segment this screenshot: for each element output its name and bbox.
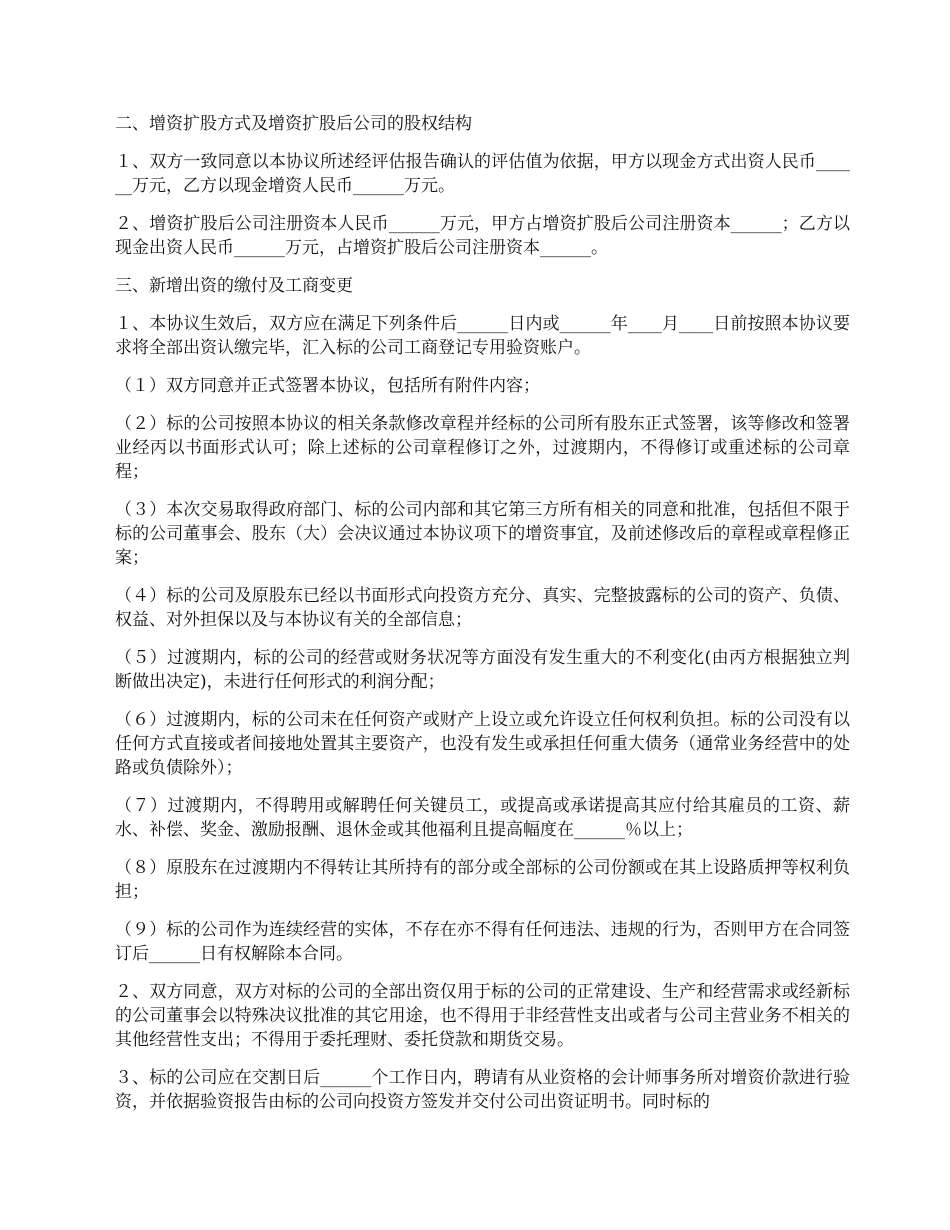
condition-4: （４）标的公司及原股东已经以书面形式向投资方充分、真实、完整披露标的公司的资产、负债、权益、对外担保以及与本协议有关的全部信息；	[115, 586, 850, 630]
condition-2: （２）标的公司按照本协议的相关条款修改章程并经标的公司所有股东正式签署，该等修改和签署业经丙以书面形式认可；除上述标的公司章程修订之外，过渡期内，不得修订或重述标的公司章程；	[115, 414, 850, 482]
section-heading-2: 二、增资扩股方式及增资扩股后公司的股权结构	[115, 114, 472, 134]
section-heading-3: 三、新增出资的缴付及工商变更	[115, 276, 353, 296]
clause-2-2: ２、增资扩股后公司注册资本人民币______万元，甲方占增资扩股后公司注册资本______；乙方以现金出资人民币______万元，占增资扩股后公司注册资本______。	[115, 214, 850, 258]
condition-6: （６）过渡期内，标的公司未在任何资产或财产上设立或允许设立任何权利负担。标的公司没有以任何方式直接或者间接地处置其主要资产，也没有发生或承担任何重大债务（通常业务经营中的处路或负债除外）；	[115, 710, 850, 778]
condition-8: （８）原股东在过渡期内不得转让其所持有的部分或全部标的公司份额或在其上设路质押等权利负担；	[115, 858, 850, 902]
clause-3-2: ２、双方同意，双方对标的公司的全部出资仅用于标的公司的正常建设、生产和经营需求或经新标的公司董事会以特殊决议批准的其它用途，也不得用于非经营性支出或者与公司主营业务不相关的其他经营性支出；不得用于委托理财、委托贷款和期货交易。	[115, 982, 850, 1050]
clause-3-3: ３、标的公司应在交割日后______个工作日内，聘请有从业资格的会计师事务所对增资价款进行验资，并依据验资报告由标的公司向投资方签发并交付公司出资证明书。同时标的	[115, 1068, 850, 1112]
clause-2-1: １、双方一致同意以本协议所述经评估报告确认的评估值为依据，甲方以现金方式出资人民币______万元，乙方以现金增资人民币______万元。	[115, 152, 850, 196]
condition-5: （５）过渡期内，标的公司的经营或财务状况等方面没有发生重大的不利变化(由丙方根据独立判断做出决定)，未进行任何形式的利润分配；	[115, 648, 850, 692]
condition-1: （１）双方同意并正式签署本协议，包括所有附件内容；	[115, 376, 540, 396]
condition-3: （３）本次交易取得政府部门、标的公司内部和其它第三方所有相关的同意和批准，包括但不限于标的公司董事会、股东（大）会决议通过本协议项下的增资事宜，及前述修改后的章程或章程修正案；	[115, 500, 850, 568]
condition-9: （９）标的公司作为连续经营的实体，不存在亦不得有任何违法、违规的行为，否则甲方在合同签订后______日有权解除本合同。	[115, 920, 850, 964]
document-page	[115, 112, 850, 1128]
condition-7: （７）过渡期内，不得聘用或解聘任何关键员工，或提高或承诺提高其应付给其雇员的工资、薪水、补偿、奖金、激励报酬、退休金或其他福利且提高幅度在______％以上；	[115, 796, 850, 840]
clause-3-1: １、本协议生效后，双方应在满足下列条件后______日内或______年____月____日前按照本协议要求将全部出资认缴完毕，汇入标的公司工商登记专用验资账户。	[115, 314, 850, 358]
